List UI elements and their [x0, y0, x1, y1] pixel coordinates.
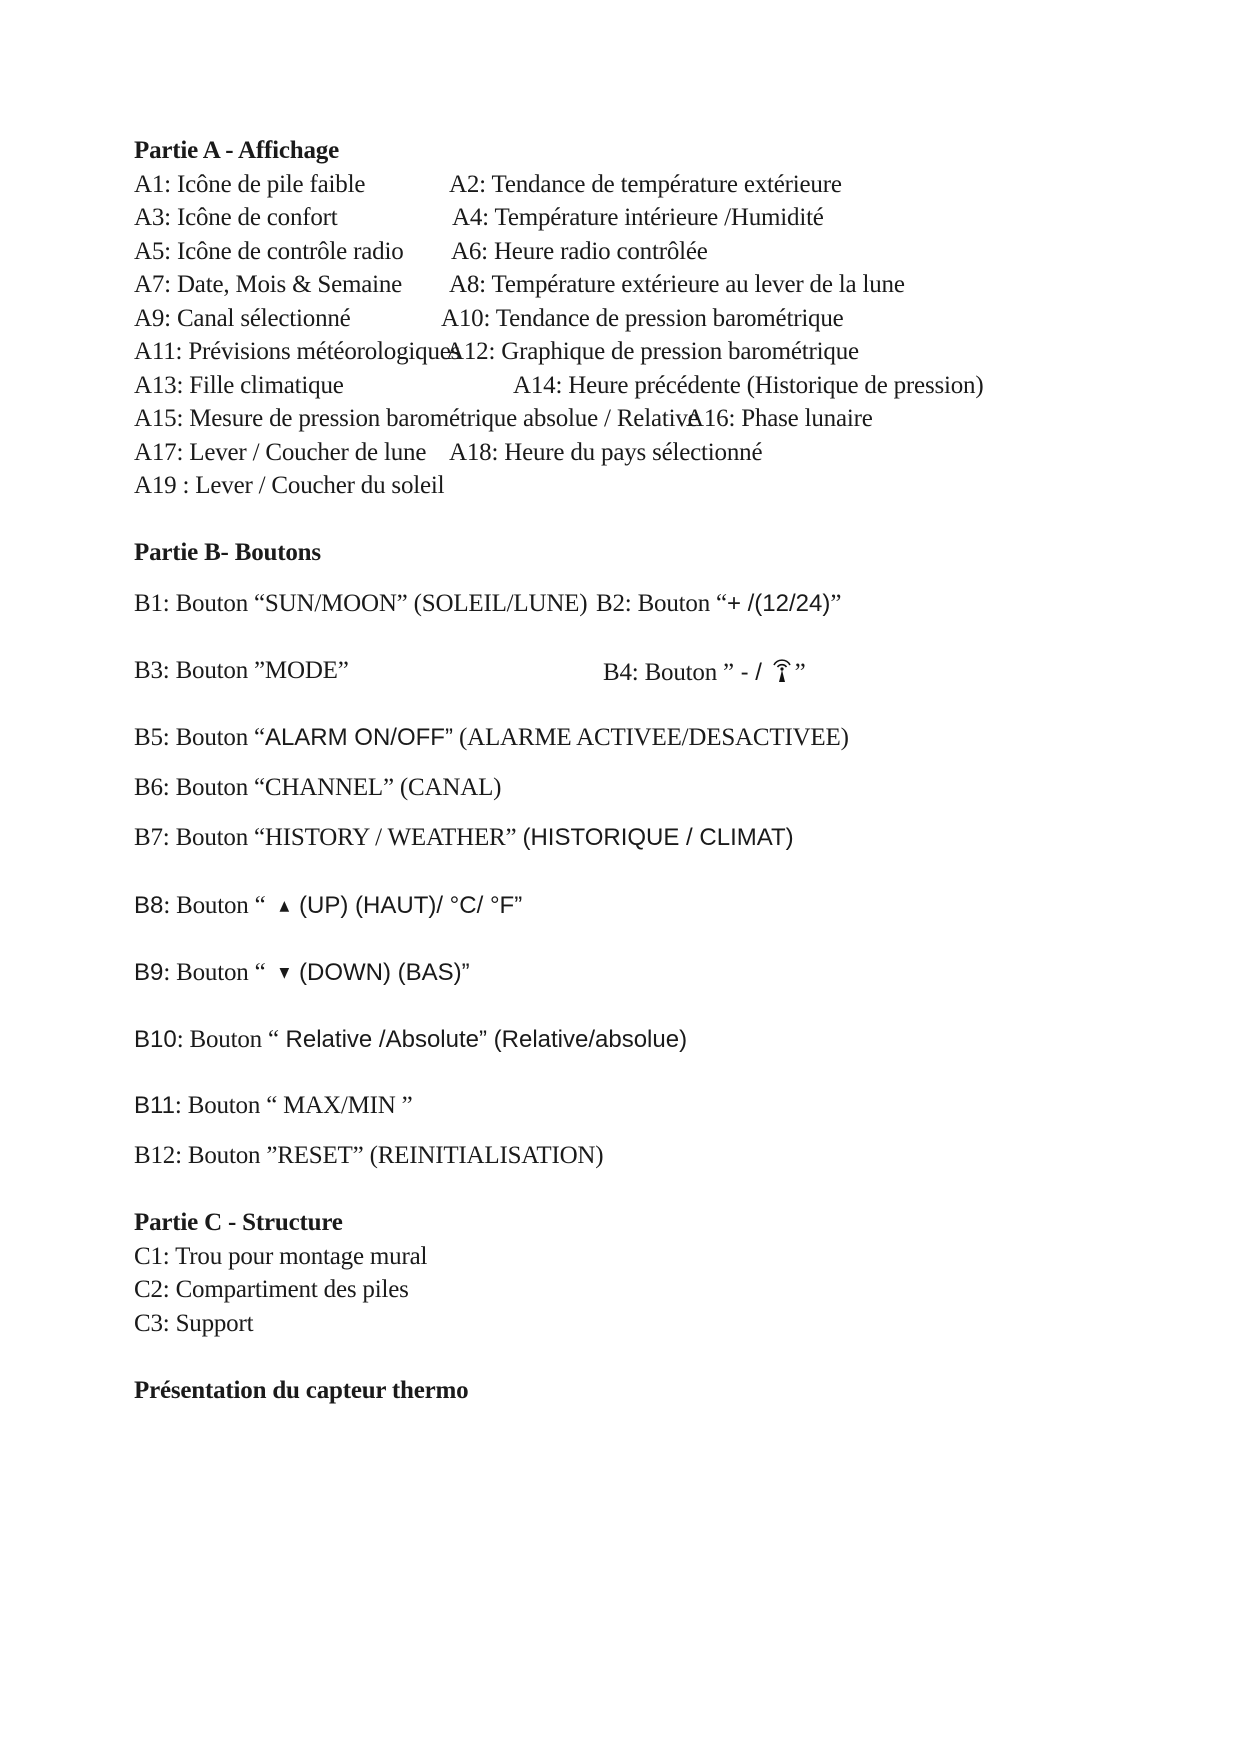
item-a15: A15: Mesure de pression barométrique absolue / Relative [134, 405, 699, 432]
item-a19: A19 : Lever / Coucher du soleil [134, 472, 445, 499]
item-a18: A18: Heure du pays sélectionné [449, 439, 763, 466]
item-a3: A3: Icône de confort [134, 204, 338, 231]
item-a17: A17: Lever / Coucher de lune [134, 439, 427, 466]
item-a6: A6: Heure radio contrôlée [451, 238, 708, 265]
item-b3: B3: Bouton ”MODE” [134, 657, 349, 684]
item-a16: A16: Phase lunaire [686, 405, 873, 432]
item-a2: A2: Tendance de température extérieure [449, 171, 842, 198]
part-b-heading: Partie B- Boutons [134, 539, 321, 566]
part-a-heading: Partie A - Affichage [134, 137, 339, 164]
item-a8: A8: Température extérieure au lever de la lune [449, 271, 905, 298]
item-b1: B1: Bouton “SUN/MOON” (SOLEIL/LUNE) [134, 590, 588, 617]
item-c2: C2: Compartiment des piles [134, 1276, 409, 1303]
up-triangle-icon: ▲ [279, 898, 290, 914]
item-c3: C3: Support [134, 1310, 254, 1337]
item-a7: A7: Date, Mois & Semaine [134, 271, 403, 298]
sensor-heading: Présentation du capteur thermo [134, 1377, 469, 1404]
item-b8: B8: Bouton “ ▲ (UP) (HAUT)/ °C/ °F” [134, 892, 523, 919]
item-b5: B5: Bouton “ALARM ON/OFF” (ALARME ACTIVEE/DESACTIVEE) [134, 724, 849, 751]
item-a9: A9: Canal sélectionné [134, 305, 351, 332]
radio-antenna-icon [771, 656, 793, 692]
item-b7: B7: Bouton “HISTORY / WEATHER” (HISTORIQUE / CLIMAT) [134, 824, 794, 851]
item-a10: A10: Tendance de pression barométrique [441, 305, 844, 332]
item-a11: A11: Prévisions météorologiques [134, 338, 461, 365]
down-triangle-icon: ▼ [279, 965, 290, 981]
item-b10: B10: Bouton “ Relative /Absolute” (Relative/absolue) [134, 1026, 688, 1053]
item-a1: A1: Icône de pile faible [134, 171, 366, 198]
item-b2: B2: Bouton “+ /(12/24)” [596, 590, 842, 617]
item-a14: A14: Heure précédente (Historique de pression) [513, 372, 984, 399]
item-b9: B9: Bouton “ ▼ (DOWN) (BAS)” [134, 959, 470, 986]
item-b4: B4: Bouton ” - / ” [603, 656, 806, 692]
item-c1: C1: Trou pour montage mural [134, 1243, 428, 1270]
item-a4: A4: Température intérieure /Humidité [452, 204, 824, 231]
item-b6: B6: Bouton “CHANNEL” (CANAL) [134, 774, 502, 801]
item-b12: B12: Bouton ”RESET” (REINITIALISATION) [134, 1142, 604, 1169]
part-c-heading: Partie C - Structure [134, 1209, 343, 1236]
item-a13: A13: Fille climatique [134, 372, 344, 399]
item-b11: B11: Bouton “ MAX/MIN ” [134, 1092, 413, 1119]
item-a5: A5: Icône de contrôle radio [134, 238, 404, 265]
item-a12: A12: Graphique de pression barométrique [446, 338, 859, 365]
